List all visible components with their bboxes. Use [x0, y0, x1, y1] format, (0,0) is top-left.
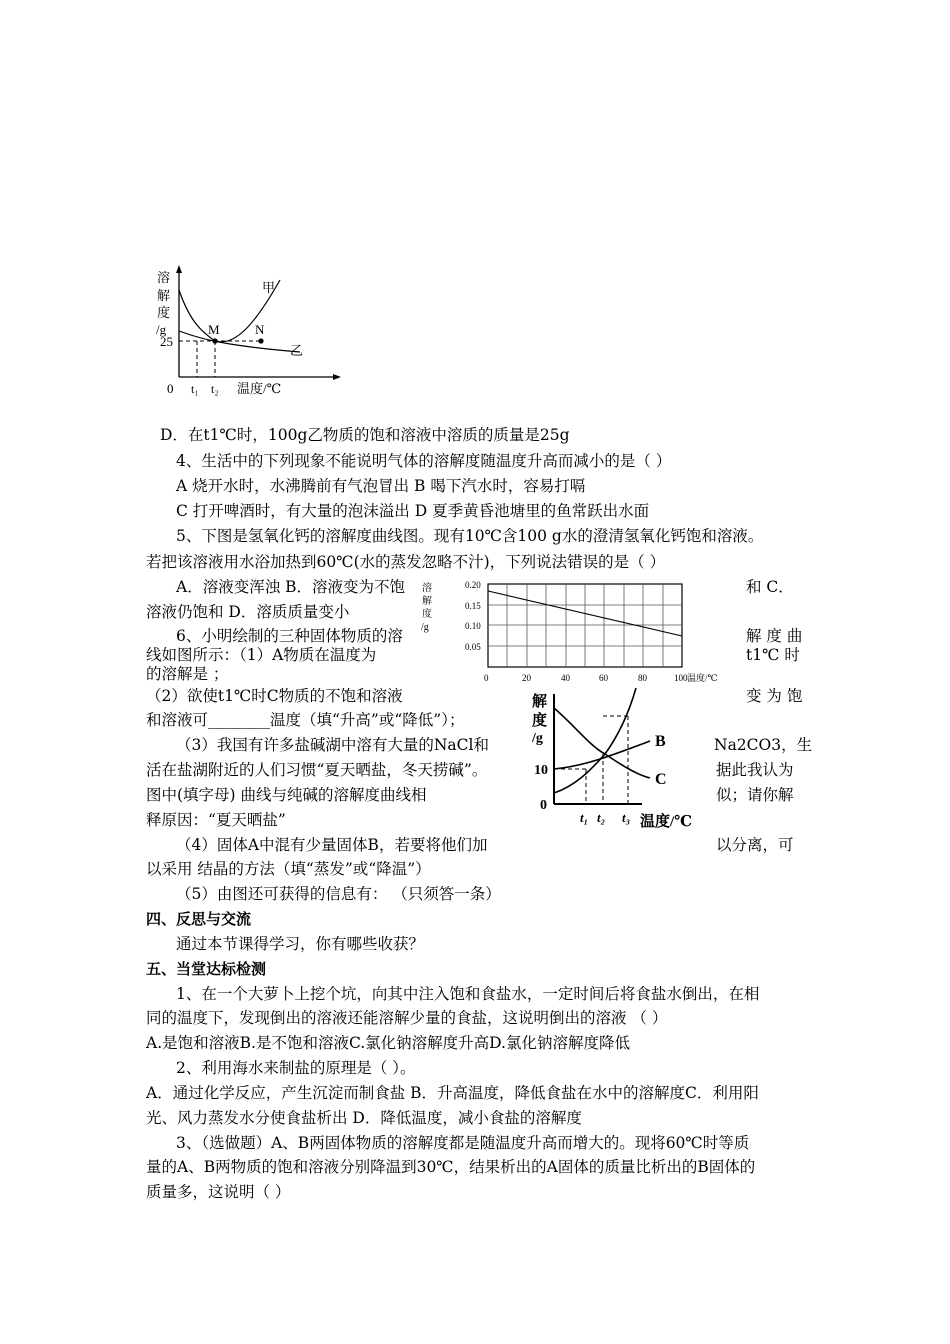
- q6-part2-end: 和溶液可________温度（填“升高”或“降低”）；: [146, 711, 465, 729]
- test1-line2: 同的温度下，发现倒出的溶液还能溶解少量的食盐，这说明倒出的溶液 （ ）: [146, 1009, 668, 1027]
- q5-options-left: A．溶液变浑浊 B．溶液变为不饱: [176, 578, 406, 596]
- test1-options: A.是饱和溶液B.是不饱和溶液C.氯化钠溶解度升高D.氯化钠溶解度降低: [146, 1034, 630, 1052]
- figure-1-solubility-chart: [150, 262, 350, 402]
- fig2-xtick-100: 100: [674, 673, 688, 683]
- test2-options-2: 光、风力蒸发水分使食盐析出 D．降低温度，减小食盐的溶解度: [146, 1109, 582, 1127]
- test2-stem: 2、利用海水来制盐的原理是（ ）。: [176, 1059, 416, 1077]
- q6-part4-end: 以采用 结晶的方法（填“蒸发”或“降温”）: [146, 860, 431, 878]
- test3-line2: 量的A、B两物质的饱和溶液分别降温到30℃，结果析出的A固体的质量比析出的B固体的: [146, 1158, 756, 1176]
- q6-part4-right: 以分离，可: [716, 836, 794, 854]
- q5-options-right: 和 C．: [746, 578, 794, 596]
- q5-stem-2: 若把该溶液用水浴加热到60℃(水的蒸发忽略不汁)，下列说法错误的是（ ）: [146, 553, 666, 571]
- fig3-ytick-0: 0: [540, 798, 547, 813]
- fig2-ytick-020: 0.20: [465, 580, 481, 590]
- fig3-label-c: C: [655, 771, 667, 788]
- fig2-ylabel-1: 溶: [422, 583, 432, 594]
- fig1-ylabel-3: 度: [157, 305, 171, 320]
- fig1-label-n: N: [255, 322, 265, 337]
- fig3-ytick-10: 10: [534, 763, 548, 778]
- fig1-label-jia: 甲: [262, 280, 276, 295]
- fig2-ytick-010: 0.10: [465, 621, 481, 631]
- fig3-xlabel: 温度/℃: [640, 814, 693, 830]
- q6-part3-left: （3）我国有许多盐碱湖中溶有大量的NaCl和: [176, 736, 489, 754]
- fig3-xtick-t1: t₁: [580, 810, 589, 825]
- fig1-xtick-t1: t₁: [191, 382, 199, 396]
- fig2-xtick-80: 80: [638, 673, 647, 683]
- fig3-ylabel-2: 度: [532, 713, 548, 729]
- fig2-xtick-40: 40: [561, 673, 570, 683]
- fig1-xtick-t2: t₂: [211, 382, 219, 396]
- q6-part2-right: 变 为 饱: [746, 687, 803, 705]
- q4-options-cd: C 打开啤酒时，有大量的泡沫溢出 D 夏季黄昏池塘里的鱼常跃出水面: [176, 502, 650, 520]
- fig2-ytick-005: 0.05: [465, 642, 481, 652]
- q5-options-cd: 溶液仍饱和 D．溶质质量变小: [146, 603, 350, 621]
- fig1-ylabel-4: /g: [156, 322, 167, 337]
- fig1-ylabel-2: 解: [157, 288, 171, 303]
- q6-part3-line4: 释原因：“夏天晒盐”: [146, 811, 286, 829]
- fig1-label-m: M: [208, 322, 220, 337]
- q6-part1-end: 的溶解是 ；: [146, 665, 229, 683]
- fig3-curve-a: [554, 688, 636, 793]
- fig1-x-arrow: [333, 374, 341, 380]
- q6-stem-left: 6、小明绘制的三种固体物质的溶: [176, 627, 403, 645]
- fig2-xtick-20: 20: [522, 673, 531, 683]
- fig2-xlabel: 温度/℃: [687, 673, 718, 683]
- fig1-point-m: [212, 338, 217, 343]
- fig3-ylabel-1: 解: [532, 694, 548, 710]
- q6-part1-left: 线如图所示：（1）A物质在温度为: [146, 646, 377, 664]
- test3-line3: 质量多，这说明（ ）: [146, 1183, 291, 1201]
- q6-part3-right: Na2CO3，生: [714, 736, 813, 754]
- fig1-xlabel: 温度/℃: [237, 381, 282, 396]
- q6-part3-line3-right: 似；请你解: [716, 786, 794, 804]
- q6-part2-left: （2）欲使t1℃时C物质的不饱和溶液: [146, 687, 403, 705]
- q6-part1-right: t1℃ 时: [746, 646, 800, 664]
- section-heading-reflection: 四、反思与交流: [146, 910, 252, 928]
- q6-part4-left: （4）固体A中混有少量固体B，若要将他们加: [176, 836, 488, 854]
- section-heading-assessment: 五、当堂达标检测: [146, 960, 267, 978]
- test1-line1: 1、在一个大萝卜上挖个坑，向其中注入饱和食盐水，一定时间后将食盐水倒出，在相: [176, 985, 760, 1003]
- fig1-origin: 0: [167, 381, 174, 396]
- figure-3-abc-solubility-chart: [530, 686, 710, 834]
- fig3-xtick-t2: t₂: [597, 810, 606, 825]
- fig2-ytick-015: 0.15: [465, 601, 481, 611]
- fig1-y-arrow: [176, 265, 182, 273]
- q6-part5: （5）由图还可获得的信息有： （只须答一条）: [176, 885, 501, 903]
- fig3-ylabel-3: /g: [532, 731, 543, 746]
- q6-part3-line2-left: 活在盐湖附近的人们习惯“夏天晒盐，冬天捞碱”。: [146, 761, 488, 779]
- fig2-ylabel-4: /g: [421, 622, 429, 633]
- fig3-xtick-t3: t₃: [622, 810, 631, 825]
- q5-stem-1: 5、下图是氢氧化钙的溶解度曲线图。现有10℃含100 g水的澄清氢氧化钙饱和溶液。: [176, 527, 764, 545]
- fig1-ytick-25: 25: [160, 334, 173, 349]
- fig1-ylabel-1: 溶: [157, 270, 171, 285]
- fig1-point-n: [258, 338, 263, 343]
- fig2-ylabel-3: 度: [422, 609, 432, 620]
- fig3-curve-b: [554, 741, 650, 769]
- fig1-label-yi: 乙: [290, 343, 304, 358]
- fig3-label-b: B: [655, 733, 666, 750]
- q6-stem-right: 解 度 曲: [746, 627, 803, 645]
- q3-option-d: D．在t1℃时，100g乙物质的饱和溶液中溶质的质量是25g: [160, 426, 570, 444]
- q6-part3-line2-right: 据此我认为: [716, 761, 794, 779]
- fig2-xtick-60: 60: [599, 673, 608, 683]
- figure-2-calcium-hydroxide-chart: [418, 578, 718, 690]
- q4-stem: 4、生活中的下列现象不能说明气体的溶解度随温度升高而减小的是（ ）: [176, 452, 672, 470]
- test3-line1: 3、（选做题）A、B两固体物质的溶解度都是随温度升高而增大的。现将60℃时等质: [176, 1134, 750, 1152]
- q4-options-ab: A 烧开水时，水沸腾前有气泡冒出 B 喝下汽水时，容易打嗝: [176, 477, 586, 495]
- reflection-prompt: 通过本节课得学习，你有哪些收获？: [176, 935, 425, 953]
- test2-options-1: A．通过化学反应，产生沉淀而制食盐 B．升高温度，降低食盐在水中的溶解度C．利用阳: [146, 1084, 759, 1102]
- fig2-ylabel-2: 解: [422, 596, 432, 607]
- fig2-grid: [488, 584, 682, 667]
- fig2-xtick-0: 0: [484, 673, 489, 683]
- q6-part3-line3-left: 图中(填字母) 曲线与纯碱的溶解度曲线相: [146, 786, 427, 804]
